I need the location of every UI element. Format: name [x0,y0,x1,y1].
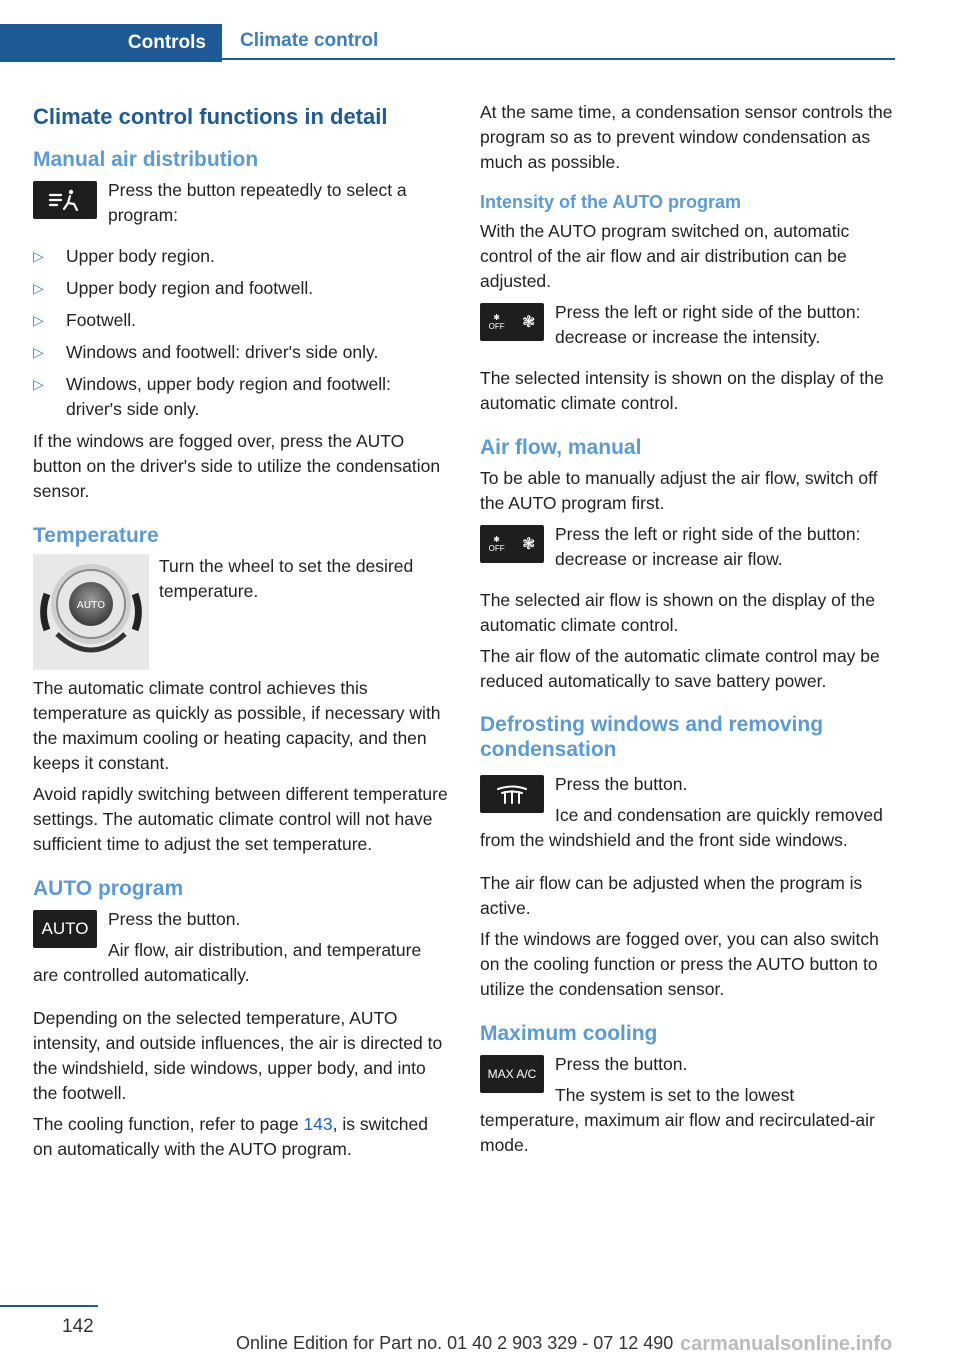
wheel-auto-label: AUTO [76,600,106,611]
triangle-bullet-icon: ▷ [33,312,44,328]
heading-maximum-cooling: Maximum cooling [480,1022,658,1045]
defrost-p2: The air flow can be adjusted when the program is active. [480,873,863,918]
manual-air-note: If the windows are fogged over, press the AUTO button on the driver's side to utilize the condensation sensor. [33,431,441,501]
max-ac-button-icon [480,1055,544,1093]
triangle-bullet-icon: ▷ [33,376,44,392]
auto-p2: The cooling function, refer to page 143, is switched on automatically with the AUTO program. [33,1114,428,1159]
tab-climate-control[interactable]: Climate control [222,24,895,60]
auto-press-text: Press the button. [108,909,241,929]
left-column [33,100,448,1168]
list-item: ▷ Footwell. [33,308,448,333]
footer-rule [0,1305,98,1307]
list-item: ▷ Upper body region and footwell. [33,276,448,301]
temperature-wheel-block [33,554,448,676]
heading-auto-intensity: Intensity of the AUTO program [480,192,742,212]
auto-button-label: AUTO [41,919,89,938]
temperature-p2: Avoid rapidly switching between different temperature settings. The automatic climate control will not have sufficient time to adjust the set temperature. [33,784,448,854]
list-item: ▷ Windows and footwell: driver's side only. [33,340,448,365]
maxcool-press-text: Press the button. [555,1054,688,1074]
intensity-icon-text: Press the left or right side of the button: decrease or increase the intensity. [555,302,861,347]
page-header [0,24,895,62]
page-number: 142 [62,1316,94,1337]
airflow-row [480,522,896,578]
condensation-sensor-text: At the same time, a condensation sensor controls the program so as to prevent window condensation as much as possible. [480,102,893,172]
page-title: Climate control functions in detail [33,104,388,129]
temperature-wheel-image [33,554,149,670]
program-list [33,244,448,422]
defrost-button-icon [480,775,544,813]
airflow-p3: The air flow of the automatic climate control may be reduced automatically to save battery power. [480,646,880,691]
triangle-bullet-icon: ▷ [33,344,44,360]
maxcool-block [480,1052,896,1164]
air-distribution-button-icon [33,181,97,219]
manual-air-row [33,178,448,234]
intensity-row [480,300,896,356]
airflow-icon-text: Press the left or right side of the button: decrease or increase air flow. [555,524,861,569]
fan-button-icon: ✱ OFF ❃ [480,525,544,563]
triangle-bullet-icon: ▷ [33,280,44,296]
intensity-p1: With the AUTO program switched on, automatic control of the air flow and air distribution can be adjusted. [480,221,850,291]
triangle-bullet-icon: ▷ [33,248,44,264]
heading-auto-program: AUTO program [33,877,184,900]
list-item: ▷ Windows, upper body region and footwell: driver's side only. [33,374,391,419]
defrost-p3: If the windows are fogged over, you can also switch on the cooling function or press the AUTO button to utilize the condensation sensor. [480,929,879,999]
manual-air-intro: Press the button repeatedly to select a program: [108,180,407,225]
tab-controls[interactable]: Controls [0,24,222,62]
edition-text: Online Edition for Part no. 01 40 2 903 329 - 07 12 490 [236,1333,674,1353]
temperature-wheel-text: Turn the wheel to set the desired temperature. [159,556,414,601]
list-item: ▷ Upper body region. [33,244,448,269]
heading-manual-air-distribution: Manual air distribution [33,148,259,171]
defrost-p1: Ice and condensation are quickly removed from the windshield and the front side windows. [480,805,883,850]
auto-airflow-text: Air flow, air distribution, and temperature are controlled automatically. [33,940,422,985]
maxcool-p1: The system is set to the lowest temperature, maximum air flow and recirculated-air mode. [480,1085,875,1155]
heading-defrost: Defrosting windows and removing condensation [480,713,824,761]
defrost-block [480,772,896,871]
temperature-p1: The automatic climate control achieves this temperature as quickly as possible, if necessary with the maximum cooling or heating capacity, and then keeps it constant. [33,678,441,773]
fan-button-icon: ✱ OFF ❃ [480,303,544,341]
airflow-p1: To be able to manually adjust the air flow, switch off the AUTO program first. [480,468,878,513]
auto-p1: Depending on the selected temperature, AUTO intensity, and outside influences, the air is directed to the windshield, side windows, upper body, and into the footwell. [33,1008,443,1103]
defrost-press-text: Press the button. [555,774,688,794]
heading-temperature: Temperature [33,524,159,547]
heading-air-flow-manual: Air flow, manual [480,436,642,459]
max-ac-label: MAX A/C [487,1067,537,1081]
auto-button-icon [33,910,97,948]
auto-program-block [33,907,448,1006]
right-column [480,100,896,1164]
page-link-143[interactable]: 143 [303,1114,333,1134]
intensity-p2: The selected intensity is shown on the display of the automatic climate control. [480,368,884,413]
airflow-p2: The selected air flow is shown on the display of the automatic climate control. [480,590,875,635]
watermark: carmanualsonline.info [680,1333,893,1355]
